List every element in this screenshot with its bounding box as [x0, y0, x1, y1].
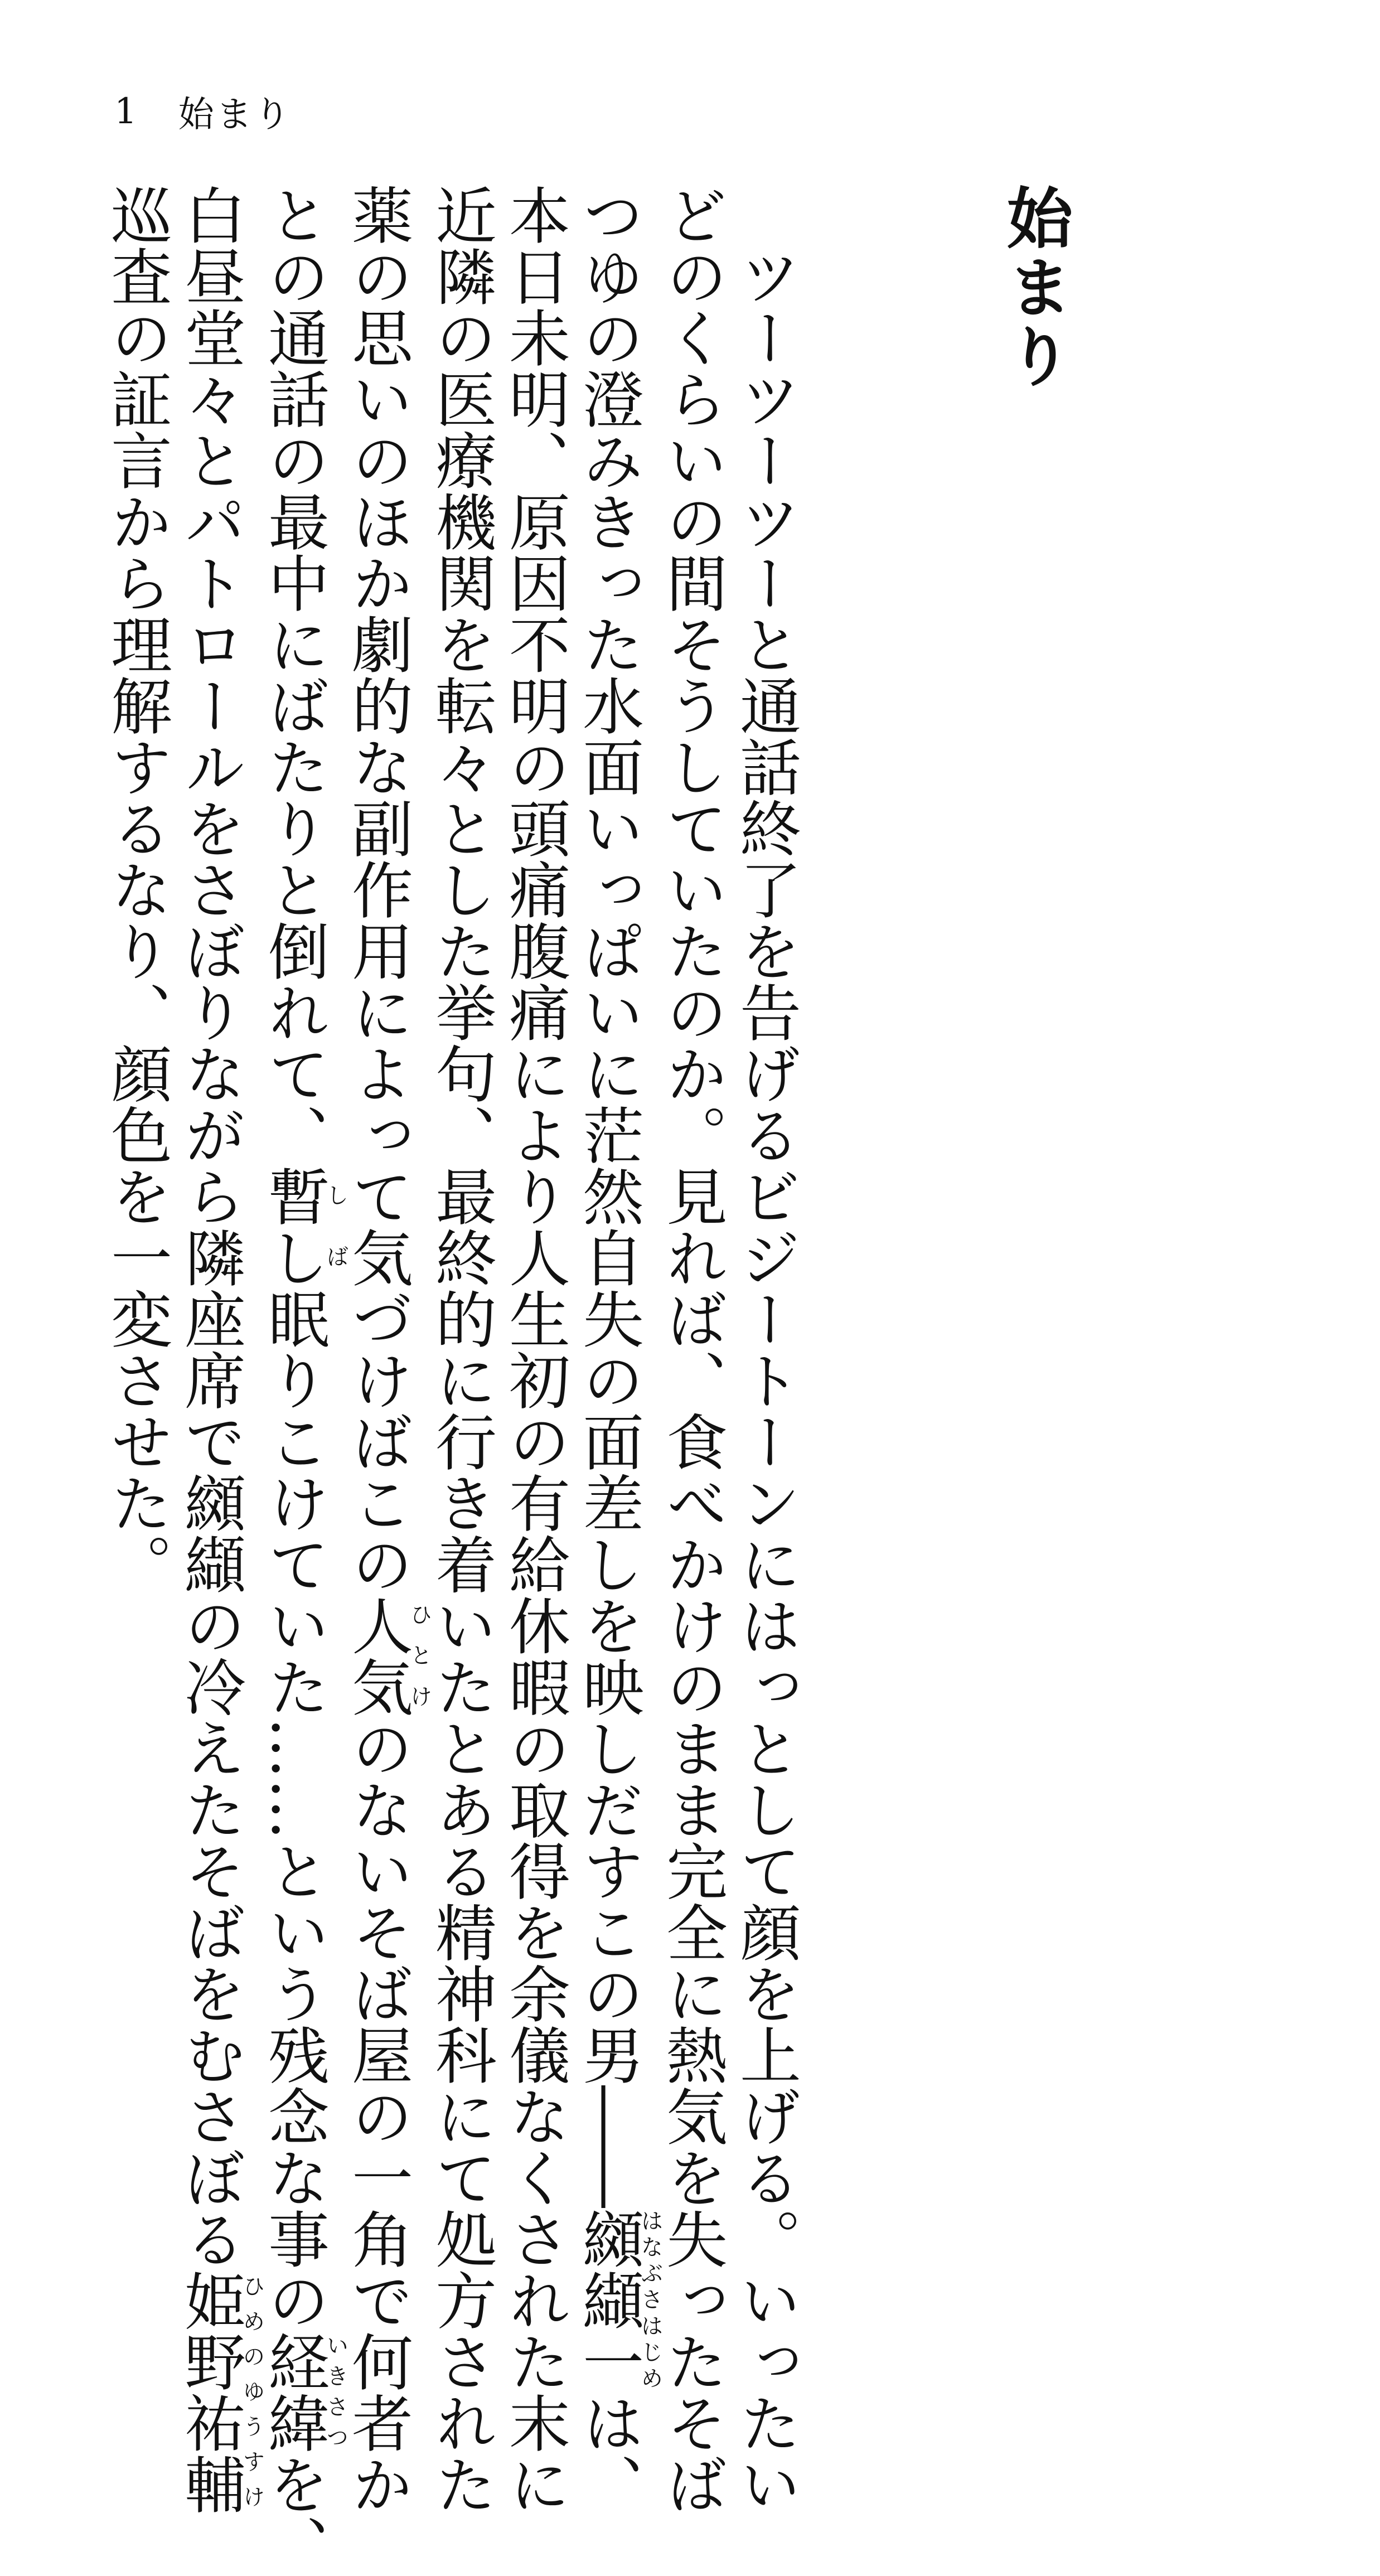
ruby-himeno-yuusuke [175, 2269, 265, 2515]
running-head [114, 84, 292, 139]
paragraph-1-part-b: は、 本日未明、原因不明の頭痛腹痛により人生初の有給休暇の取得を余儀なくされた末に 近隣の医療機関を転々とした挙句、最終的に行き着いたとある精神科にて処方された 薬の思いのほか劇的な副作用によって気づけばこの [342, 184, 644, 2515]
paragraph-1-part-d: 眠りこけていた……という残念な事の [258, 1288, 330, 2331]
running-head-chapter: 始まり [178, 94, 292, 135]
ruby-ikisatsu [258, 2331, 348, 2453]
ruby-1-base: 纐纈一 [573, 2208, 644, 2392]
ruby-hitoke [342, 1595, 432, 1717]
page-number: 1 [114, 91, 139, 132]
ruby-hanabusa-hajime [573, 2208, 663, 2392]
ruby-1-reading: はなぶさはじめ [637, 2208, 663, 2392]
ruby-5-reading: ひめのゆうすけ [239, 2269, 265, 2515]
paragraph-1-part-a: ツーツーツーと通話終了を告げるビジートーンにはっとして顔を上げる。いったい どのくらいの間そうしていたのか。見れば、食べかけのまま完全に熱気を失ったそば つゆの澄みきった水面いっぱいに茫然自失の面差しを映しだすこの男―― [573, 184, 801, 2515]
ruby-4-base: 経緯 [258, 2331, 330, 2453]
ruby-shiba [258, 1165, 348, 1288]
ruby-3-base: 暫し [258, 1165, 330, 1288]
ruby-3-reading: しば [323, 1165, 348, 1288]
ruby-5-base: 姫野祐輔 [175, 2269, 246, 2515]
chapter-title: 始まり [996, 184, 1073, 391]
paragraph-1-part-c: のないそば屋の一角で何者か との通話の最中にばたりと倒れて、 [258, 184, 413, 2515]
vertical-body-text [0, 184, 1218, 2576]
paragraph-1 [100, 184, 802, 2576]
ruby-4-reading: いきさつ [323, 2331, 348, 2453]
paragraph-1-part-f: 巡査の証言から理解するなり、顔色を一変させた。 [101, 184, 172, 1595]
ruby-2-reading: ひとけ [406, 1595, 432, 1717]
ruby-2-base: 人気 [342, 1595, 413, 1717]
paragraph-1-part-e: を、 白昼堂々とパトロールをさぼりながら隣座席で纐纈の冷えたそばをむさぼる [175, 184, 330, 2576]
